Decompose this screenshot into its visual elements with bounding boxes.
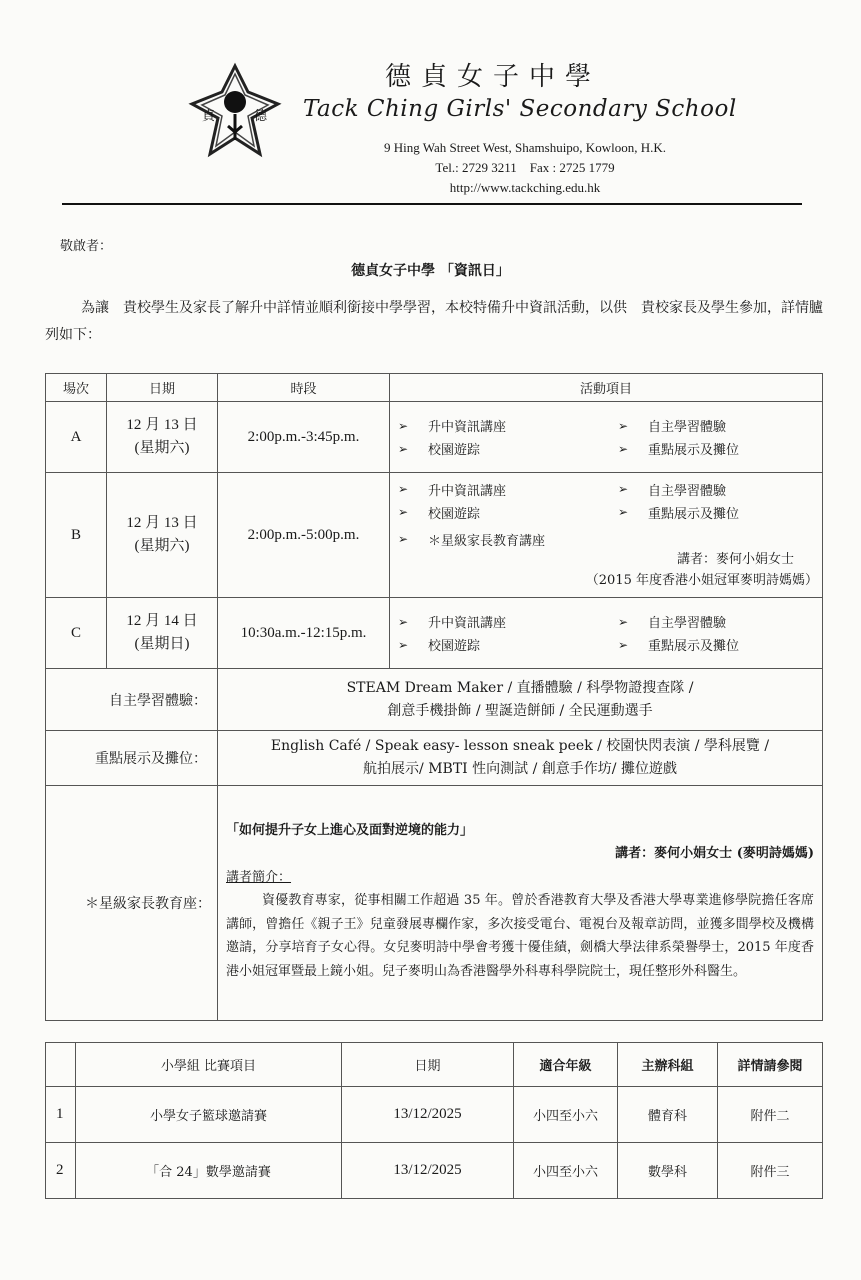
salutation: 敬啟者： <box>60 239 113 254</box>
school-name-english: Tack Ching Girls' Secondary School <box>303 96 737 122</box>
competition-row <box>46 1143 823 1199</box>
event-grades: 小四至小六 <box>514 1143 618 1199</box>
arrow-bullet-icon: ➢ <box>398 614 409 629</box>
self-learning-line: 創意手機掛飾 / 聖誕造餅師 / 全民運動選手 <box>387 702 653 719</box>
activity-item <box>398 480 618 499</box>
header-time: 時段 <box>218 374 390 402</box>
event-grades: 小四至小六 <box>514 1087 618 1143</box>
showcase-line: English Café / Speak easy- lesson sneak peek / 校園快閃表演 / 學科展覽 / <box>270 738 770 754</box>
talk-title: 「如何提升子女上進心及面對逆境的能力」 <box>226 822 474 838</box>
intro-paragraph: 為讓 貴校學生及家長了解升中詳情並順利銜接中學學習，本校特備升中資訊活動，以供 貴校家長及學生參加，詳情臚列如下： <box>45 300 823 343</box>
event-date: 13/12/2025 <box>342 1087 514 1143</box>
activity-label: 校園遊踪 <box>428 443 481 458</box>
header-date: 日期 <box>107 374 218 402</box>
header-activities: 活動項目 <box>390 374 823 402</box>
header-grades: 適合年級 <box>514 1043 618 1087</box>
arrow-bullet-icon: ➢ <box>398 532 409 546</box>
arrow-bullet-icon: ➢ <box>398 441 409 456</box>
header-event: 小學組 比賽項目 <box>76 1043 342 1087</box>
document-title: 德貞女子中學 「資訊日」 <box>351 263 510 279</box>
school-website[interactable]: http://www.tackching.edu.hk <box>449 180 601 195</box>
session-time: 2:00p.m.-5:00p.m. <box>218 473 390 598</box>
showcase-line: 航拍展示/ MBTI 性向測試 / 創意手作坊/ 攤位遊戲 <box>363 761 677 777</box>
event-department: 數學科 <box>618 1143 718 1199</box>
arrow-bullet-icon: ➢ <box>398 505 409 519</box>
weekday-text: (星期日) <box>134 636 190 652</box>
header-number <box>46 1043 76 1087</box>
self-learning-row <box>46 669 823 731</box>
activity-label: 升中資訊講座 <box>428 616 507 631</box>
activity-label: 重點展示及攤位 <box>648 443 740 458</box>
schedule-header-row <box>46 374 823 402</box>
arrow-bullet-icon: ➢ <box>398 637 409 652</box>
session-time: 10:30a.m.-12:15p.m. <box>218 598 390 669</box>
arrow-bullet-icon: ➢ <box>398 418 409 433</box>
activity-item <box>398 416 618 435</box>
arrow-bullet-icon: ➢ <box>618 614 629 629</box>
logo-char-left: 貞 <box>202 109 216 124</box>
activity-item <box>398 612 618 631</box>
logo-char-right: 德 <box>254 109 268 124</box>
event-date: 13/12/2025 <box>342 1143 514 1199</box>
header-date: 日期 <box>342 1043 514 1087</box>
activity-label: 校園遊踪 <box>428 639 481 654</box>
activity-label: 升中資訊講座 <box>428 483 507 499</box>
weekday-text: (星期六) <box>134 538 190 554</box>
arrow-bullet-icon: ➢ <box>618 637 629 652</box>
event-name: 小學女子籃球邀請賽 <box>76 1087 342 1143</box>
school-address: 9 Hing Wah Street West, Shamshuipo, Kowloon, H.K. <box>384 140 666 155</box>
event-name: 「合 24」數學邀請賽 <box>76 1143 342 1199</box>
session-label: B <box>46 473 107 598</box>
event-department: 體育科 <box>618 1087 718 1143</box>
event-reference[interactable]: 附件二 <box>718 1087 823 1143</box>
activity-label: 自主學習體驗 <box>648 616 727 631</box>
arrow-bullet-icon: ➢ <box>618 418 629 433</box>
header-divider <box>62 203 802 205</box>
activity-label: 升中資訊講座 <box>428 420 507 435</box>
session-activities <box>390 598 823 669</box>
activity-label: 重點展示及攤位 <box>648 639 740 654</box>
activity-label: 校園遊踪 <box>428 506 481 522</box>
competition-table <box>45 1042 823 1199</box>
talk-speaker: 講者：麥何小娟女士 (麥明詩媽媽) <box>615 846 814 862</box>
activity-label: 重點展示及攤位 <box>648 506 740 522</box>
schedule-row-b <box>46 473 823 598</box>
activity-item <box>618 612 818 631</box>
session-time: 2:00p.m.-3:45p.m. <box>218 402 390 473</box>
activity-label: ＊星級家長教育講座 <box>428 533 546 549</box>
date-text: 12 月 13 日 <box>126 515 198 531</box>
arrow-bullet-icon: ➢ <box>618 441 629 456</box>
header-reference: 詳情請參閱 <box>718 1043 823 1087</box>
speaker-name: 講者：麥何小娟女士 <box>676 551 794 567</box>
schedule-row-a <box>46 402 823 473</box>
activity-item <box>618 416 818 435</box>
showcase-items <box>218 731 823 786</box>
session-activities <box>390 402 823 473</box>
activity-item-parent-talk <box>398 530 818 549</box>
event-reference[interactable]: 附件三 <box>718 1143 823 1199</box>
session-label: A <box>46 402 107 473</box>
self-learning-items <box>218 669 823 731</box>
showcase-row <box>46 731 823 786</box>
arrow-bullet-icon: ➢ <box>398 482 409 496</box>
arrow-bullet-icon: ➢ <box>618 482 629 496</box>
session-label: C <box>46 598 107 669</box>
activity-label: 自主學習體驗 <box>648 483 727 499</box>
date-text: 12 月 13 日 <box>126 417 198 433</box>
session-date <box>107 402 218 473</box>
schedule-row-c <box>46 598 823 669</box>
self-learning-line: STEAM Dream Maker / 直播體驗 / 科學物證搜查隊 / <box>346 679 694 696</box>
self-learning-label: 自主學習體驗： <box>46 669 218 731</box>
row-number: 1 <box>46 1087 76 1143</box>
activity-item <box>398 503 618 522</box>
competition-header-row <box>46 1043 823 1087</box>
parent-talk-row <box>46 786 823 1021</box>
activity-item <box>618 503 818 522</box>
session-date <box>107 473 218 598</box>
school-contact: Tel.: 2729 3211 Fax : 2725 1779 <box>435 160 615 175</box>
activity-item <box>398 635 618 654</box>
school-name-chinese: 德貞女子中學 <box>385 62 602 92</box>
competition-row <box>46 1087 823 1143</box>
parent-talk-label: ＊星級家長教育座： <box>46 786 218 1021</box>
showcase-label: 重點展示及攤位： <box>46 731 218 786</box>
schedule-table <box>45 373 823 1021</box>
header-session: 場次 <box>46 374 107 402</box>
activity-item <box>618 635 818 654</box>
bio-heading: 講者簡介： <box>226 869 292 885</box>
speaker-note: （2015 年度香港小姐冠軍麥明詩媽媽） <box>585 572 818 588</box>
arrow-bullet-icon: ➢ <box>618 505 629 519</box>
session-activities <box>390 473 823 598</box>
session-date <box>107 598 218 669</box>
school-crest-icon <box>188 62 282 162</box>
speaker-bio: 資優教育專家，從事相關工作超過 35 年。曾於香港教育大學及香港大學專業進修學院擔任客席講師，曾擔任《親子王》兒童發展專欄作家，多次接受電台、電視台及報章訪問，並獲多間學校及機構邀請，分享培育子女心得。女兒麥明詩中學會考獲十優佳績，劍橋大學法律系榮譽學士，2015 年度香港小姐冠軍暨最上鏡小姐。兒子麥明山為香港醫學外科專科學院院士，現任整形外科醫生。 <box>226 893 814 979</box>
weekday-text: (星期六) <box>134 440 190 456</box>
activity-item <box>398 439 618 458</box>
parent-talk-details <box>218 786 823 1021</box>
activity-item <box>618 480 818 499</box>
row-number: 2 <box>46 1143 76 1199</box>
date-text: 12 月 14 日 <box>126 613 198 629</box>
activity-label: 自主學習體驗 <box>648 420 727 435</box>
activity-item <box>618 439 818 458</box>
header-department: 主辦科組 <box>618 1043 718 1087</box>
